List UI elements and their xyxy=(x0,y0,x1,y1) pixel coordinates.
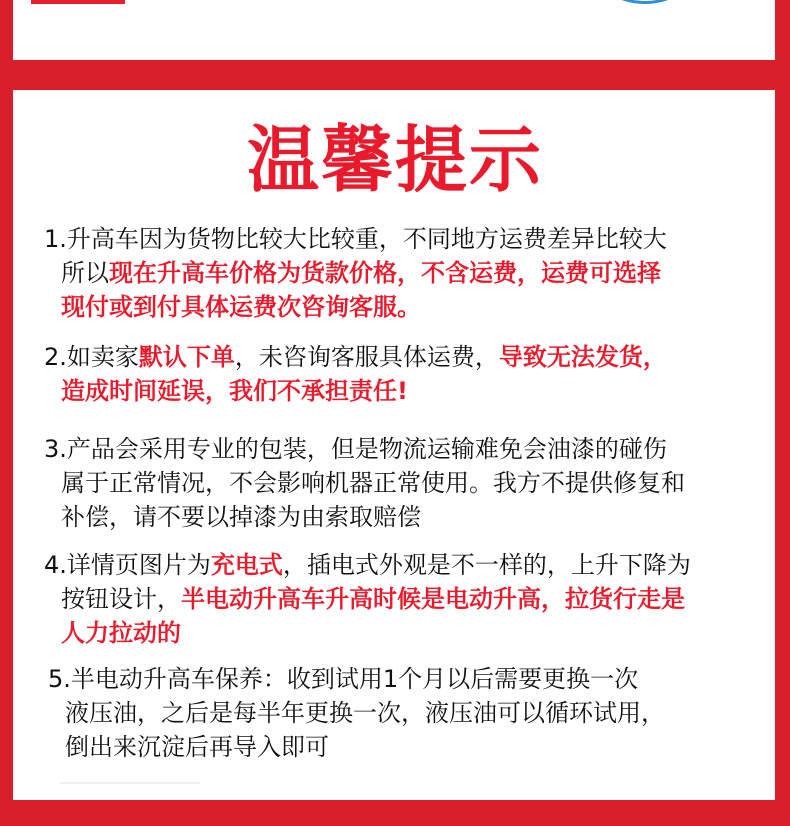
notice-title: 温馨提示 xyxy=(246,118,543,202)
notice-5-line-1: 5.半电动升高车保养：收到试用1个月以后需要更换一次 xyxy=(48,665,639,693)
red-accent-bar xyxy=(31,0,125,4)
notice-4-line-1: 4.详情页图片为充电式，插电式外观是不一样的，上升下降为 xyxy=(44,551,691,579)
faded-text-remnant xyxy=(60,782,200,784)
notice-item-4 xyxy=(44,548,691,650)
notice-1-line-2: 所以现在升高车价格为货款价格，不含运费，运费可选择 xyxy=(61,259,661,287)
notice-1-line-1: 1.升高车因为货物比较大比较重，不同地方运费差异比较大 xyxy=(44,225,667,253)
notice-5-line-3: 倒出来沉淀后再导入即可 xyxy=(65,733,329,761)
notice-1-line-3: 现付或到付具体运费次咨询客服。 xyxy=(61,293,421,321)
notice-3-line-3: 补偿，请不要以掉漆为由索取赔偿 xyxy=(61,503,421,531)
previous-panel xyxy=(13,0,775,60)
notice-3-line-1: 3.产品会采用专业的包装，但是物流运输难免会油漆的碰伤 xyxy=(44,435,667,463)
notice-3-line-2: 属于正常情况，不会影响机器正常使用。我方不提供修复和 xyxy=(61,469,685,497)
notice-item-3 xyxy=(44,432,685,534)
notice-2-line-1: 2.如卖家默认下单，未咨询客服具体运费，导致无法发货， xyxy=(44,343,667,371)
notice-item-1 xyxy=(44,222,667,324)
blue-circle-graphic xyxy=(603,0,687,4)
notice-4-line-2: 按钮设计，半电动升高车升高时候是电动升高，拉货行走是 xyxy=(61,585,685,613)
notice-item-2 xyxy=(44,340,667,408)
notice-item-5 xyxy=(48,662,665,764)
notice-4-line-3: 人力拉动的 xyxy=(61,619,181,647)
notice-2-line-2: 造成时间延误，我们不承担责任! xyxy=(61,377,408,405)
notice-5-line-2: 液压油，之后是每半年更换一次，液压油可以循环试用， xyxy=(65,699,665,727)
